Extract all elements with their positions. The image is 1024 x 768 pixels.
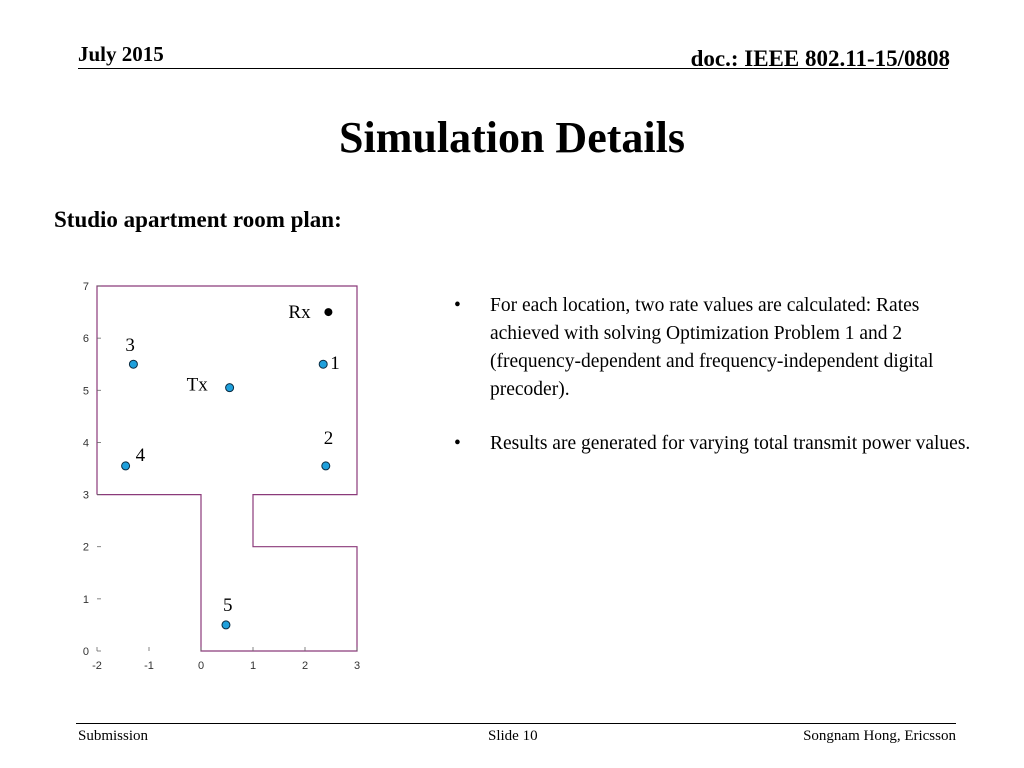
x-tick-label: 2: [301, 660, 309, 672]
y-tick-label: 5: [82, 385, 89, 398]
bullet-text: Results are generated for varying total transmit power values.: [490, 433, 971, 454]
bullet-item: [454, 430, 984, 458]
y-tick-label: 7: [82, 281, 89, 293]
point-label: 2: [323, 427, 334, 449]
slide-subtitle: Studio apartment room plan:: [54, 207, 342, 232]
rx-point: [324, 308, 332, 316]
y-tick-label: 4: [82, 437, 89, 450]
footer-author: Songnam Hong, Ericsson: [803, 728, 956, 744]
bullet-marker: •: [454, 295, 461, 316]
location-point: [122, 462, 130, 470]
header-doc-id: doc.: IEEE 802.11-15/0808: [690, 46, 950, 71]
x-tick-label: 1: [249, 660, 257, 672]
point-label: 3: [125, 335, 135, 357]
bullet-list: [454, 292, 984, 484]
room-plan-svg: [60, 270, 380, 680]
point-label: 1: [330, 353, 340, 375]
bullet-text: For each location, two rate values are calculated: Rates achieved with solving Optimization Problem 1 and 2 (frequency-dependent and frequency-independent digital precoder).: [490, 295, 934, 400]
location-point: [129, 360, 137, 368]
footer-divider: [76, 723, 956, 724]
y-tick-label: 3: [82, 489, 89, 502]
point-label: 4: [135, 444, 146, 466]
location-point: [226, 384, 234, 392]
point-label: 5: [222, 594, 233, 616]
location-point: [222, 621, 230, 629]
x-tick-label: -1: [144, 660, 154, 672]
y-tick-label: 2: [82, 541, 89, 554]
x-tick-label: 0: [197, 660, 205, 672]
footer-submission: Submission: [78, 728, 149, 744]
y-tick-label: 6: [82, 333, 89, 346]
point-label: Tx: [186, 374, 208, 396]
header-divider: [78, 68, 948, 69]
x-tick-label: 3: [353, 660, 361, 672]
room-plan-chart: [60, 270, 380, 685]
y-tick-label: 0: [82, 646, 89, 658]
x-tick-label: -2: [92, 660, 102, 672]
location-point: [322, 462, 330, 470]
bullet-marker: •: [454, 433, 461, 454]
point-label: Rx: [288, 302, 311, 324]
bullet-item: [454, 292, 984, 404]
footer-slide-number: Slide 10: [488, 728, 538, 744]
location-point: [319, 360, 327, 368]
y-tick-label: 1: [82, 593, 89, 606]
header-date: July 2015: [78, 42, 164, 66]
slide-title: Simulation Details: [339, 113, 685, 162]
